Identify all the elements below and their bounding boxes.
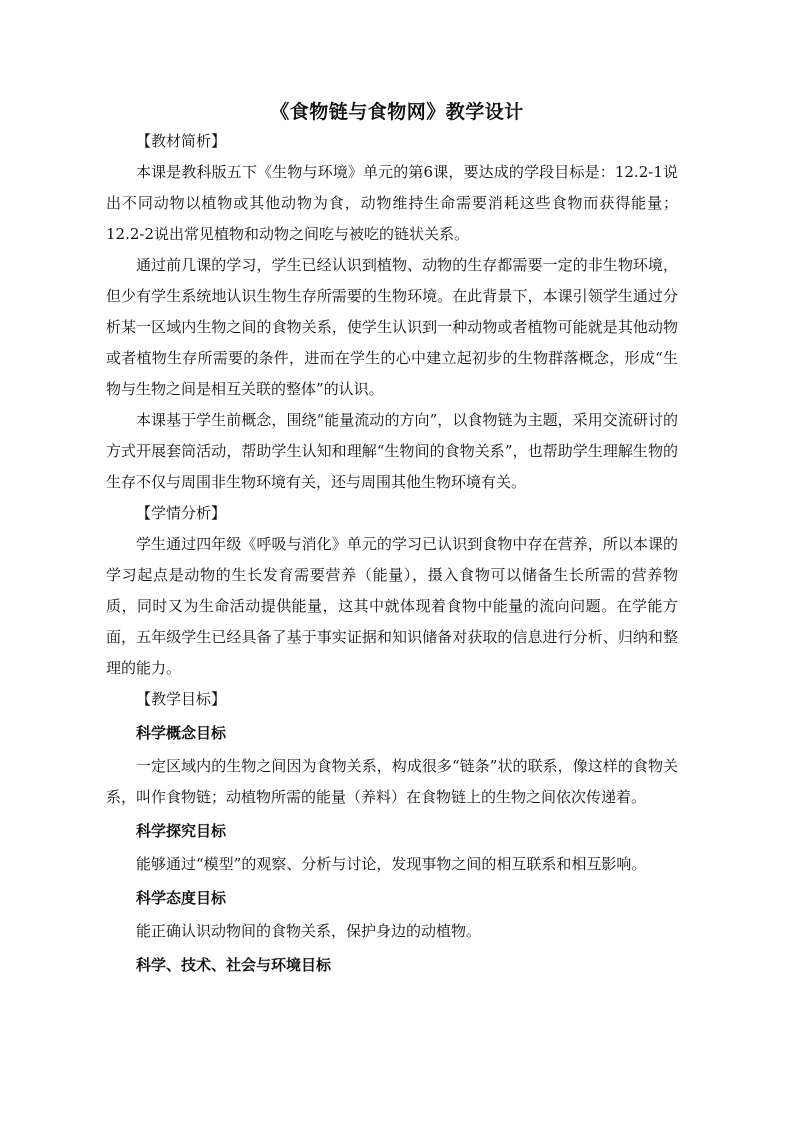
- section-heading: 【学情分析】: [136, 504, 227, 522]
- goal-heading-inquiry: 科学探究目标: [136, 822, 227, 840]
- section-student-analysis: [106, 498, 678, 684]
- paragraph: 本课基于学生前概念，围绕“能量流动的方向”，以食物链为主题，采用交流研讨的方式开展套筒活动，帮助学生认知和理解“生物间的食物关系”，也帮助学生理解生物的生存不仅与周围非生物环境有关，还与周围其他生物环境有关。: [106, 411, 678, 491]
- goal-text-inquiry: 能够通过“模型”的观察、分析与讨论，发现事物之间的相互联系和相互影响。: [136, 855, 647, 873]
- document-body: [106, 126, 678, 983]
- paragraph: 通过前几课的学习，学生已经认识到植物、动物的生存都需要一定的非生物环境，但少有学生系统地认识生物生存所需要的生物环境。在此背景下，本课引领学生通过分析某一区域内生物之间的食物关系，使学生认识到一种动物或者植物可能就是其他动物或者植物生存所需要的条件，进而在学生的心中建立起初步的生物群落概念，形成“生物与生物之间是相互关联的整体”的认识。: [106, 256, 678, 398]
- goal-heading-attitude: 科学态度目标: [136, 889, 227, 907]
- goal-heading-concept: 科学概念目标: [136, 724, 227, 742]
- document-title: 《食物链与食物网》教学设计: [270, 101, 524, 123]
- goal-heading-stse: 科学、技术、社会与环境目标: [136, 956, 332, 974]
- section-heading: 【教材简析】: [136, 132, 227, 150]
- goal-text-attitude: 能正确认识动物间的食物关系，保护身边的动植物。: [136, 922, 482, 940]
- paragraph: 本课是教科版五下《生物与环境》单元的第6课，要达成的学段目标是：12.2-1说出不同动物以植物或其他动物为食，动物维持生命需要消耗这些食物而获得能量；12.2-2说出常见植物和动物之间吃与被吃的链状关系。: [106, 163, 678, 243]
- section-teaching-goals: [106, 684, 678, 983]
- section-textbook-analysis: [106, 126, 678, 498]
- paragraph: 学生通过四年级《呼吸与消化》单元的学习已认识到食物中存在营养，所以本课的学习起点是动物的生长发育需要营养（能量），摄入食物可以储备生长所需的营养物质，同时又为生命活动提供能量，这其中就体现着食物中能量的流向问题。在学能方面，五年级学生已经具备了基于事实证据和知识储备对获取的信息进行分析、归纳和整理的能力。: [106, 535, 678, 677]
- section-heading: 【教学目标】: [136, 690, 227, 708]
- goal-text-concept: 一定区域内的生物之间因为食物关系，构成很多“链条”状的联系，像这样的食物关系，叫作食物链；动植物所需的能量（养料）在食物链上的生物之间依次传递着。: [106, 757, 678, 806]
